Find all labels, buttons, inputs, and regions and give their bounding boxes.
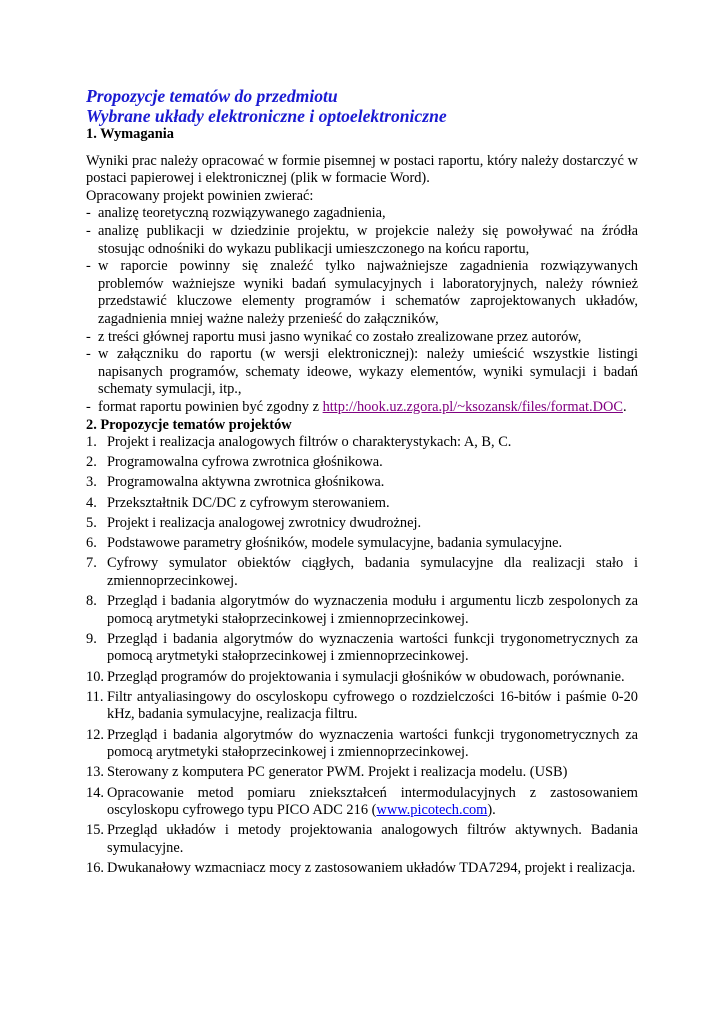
document-page bbox=[86, 86, 638, 880]
requirements-list bbox=[86, 205, 638, 416]
list-item: 7. Cyfrowy symulator obiektów ciągłych, badania symulacyjne dla realizacji stało i zmiennoprzecinkowej. bbox=[86, 555, 638, 589]
list-item: - w raporcie powinny się znaleźć tylko najważniejsze zagadnienia rozwiązywanych problemów ważniejsze wyniki badań symulacyjnych i laboratoryjnych, należy również przedstawić kluczowe elementy programów i schematów zaprojektowanych układów, zagadnienia mniej ważne należy przenieść do załączników, bbox=[86, 258, 638, 327]
title-line-2: Wybrane układy elektroniczne i optoelektroniczne bbox=[86, 106, 447, 126]
document-title bbox=[86, 86, 638, 126]
format-doc-link[interactable]: http://hook.uz.zgora.pl/~ksozansk/files/format.DOC bbox=[322, 398, 623, 415]
list-item: 11. Filtr antyaliasingowy do oscyloskopu cyfrowego o rozdzielczości 16-bitów i paśmie 0-20 kHz, badania symulacyjne, realizacja filtru. bbox=[86, 688, 638, 723]
list-item: 15. Przegląd układów i metody projektowania analogowych filtrów aktywnych. Badania symulacyjne. bbox=[86, 822, 638, 856]
section-1-heading: 1. Wymagania bbox=[86, 126, 174, 142]
section-1-intro: Wyniki prac należy opracować w formie pisemnej w postaci raportu, który należy dostarczyć w postaci papierowej i elektronicznej (plik w formacie Word). bbox=[86, 152, 638, 187]
list-item: 8. Przegląd i badania algorytmów do wyznaczenia modułu i argumentu liczb zespolonych za pomocą arytmetyki stałoprzecinkowej i zmiennoprzecinkowej. bbox=[86, 593, 638, 627]
topics-list bbox=[86, 434, 638, 878]
list-item: 2. Programowalna cyfrowa zwrotnica głośnikowa. bbox=[86, 454, 383, 471]
list-item: - format raportu powinien być zgodny z http://hook.uz.zgora.pl/~ksozansk/files/format.DOC. bbox=[86, 398, 627, 415]
list-item: 9. Przegląd i badania algorytmów do wyznaczenia wartości funkcji trygonometrycznych za pomocą arytmetyki stałoprzecinkowej i zmiennoprzecinkowej. bbox=[86, 630, 638, 665]
section-1-subintro: Opracowany projekt powinien zwierać: bbox=[86, 187, 314, 204]
list-item: 6. Podstawowe parametry głośników, modele symulacyjne, badania symulacyjne. bbox=[86, 535, 563, 552]
list-item: 3. Programowalna aktywna zwrotnica głośnikowa. bbox=[86, 474, 385, 491]
picotech-link[interactable]: www.picotech.com bbox=[376, 802, 488, 819]
list-item: - analizę publikacji w dziedzinie projektu, w projekcie należy się powoływać na źródła stosując odnośniki do wykazu publikacji umieszczonego na końcu raportu, bbox=[86, 222, 638, 257]
section-2-heading: 2. Propozycje tematów projektów bbox=[86, 416, 292, 433]
list-item: - w załączniku do raportu (w wersji elektronicznej): należy umieścić wszystkie listingi napisanych programów, schematy ideowe, wykazy elementów, wyniki symulacji i badań schematy symulacji, itp., bbox=[86, 346, 638, 398]
list-item: - z treści głównej raportu musi jasno wynikać co zostało zrealizowane przez autorów, bbox=[86, 328, 582, 345]
list-item: 16. Dwukanałowy wzmacniacz mocy z zastosowaniem układów TDA7294, projekt i realizacja. bbox=[86, 860, 636, 877]
list-item: 12. Przegląd i badania algorytmów do wyznaczenia wartości funkcji trygonometrycznych za pomocą arytmetyki stałoprzecinkowej i zmiennoprzecinkowej. bbox=[86, 726, 638, 761]
list-item: 5. Projekt i realizacja analogowej zwrotnicy dwudrożnej. bbox=[86, 514, 422, 531]
title-line-1: Propozycje tematów do przedmiotu bbox=[86, 86, 338, 106]
list-item: 10. Przegląd programów do projektowania i symulacji głośników w obudowach, porównanie. bbox=[86, 668, 625, 685]
list-item: 13. Sterowany z komputera PC generator PWM. Projekt i realizacja modelu. (USB) bbox=[86, 764, 568, 781]
list-item: 14. Opracowanie metod pomiaru zniekształceń intermodulacyjnych z zastosowaniem oscyloskopu cyfrowego typu PICO ADC 216 (www.picotech.com). bbox=[86, 784, 638, 819]
list-item: 1. Projekt i realizacja analogowych filtrów o charakterystykach: A, B, C. bbox=[86, 434, 512, 451]
list-item: - analizę teoretyczną rozwiązywanego zagadnienia, bbox=[86, 205, 386, 222]
list-item: 4. Przekształtnik DC/DC z cyfrowym sterowaniem. bbox=[86, 494, 390, 511]
